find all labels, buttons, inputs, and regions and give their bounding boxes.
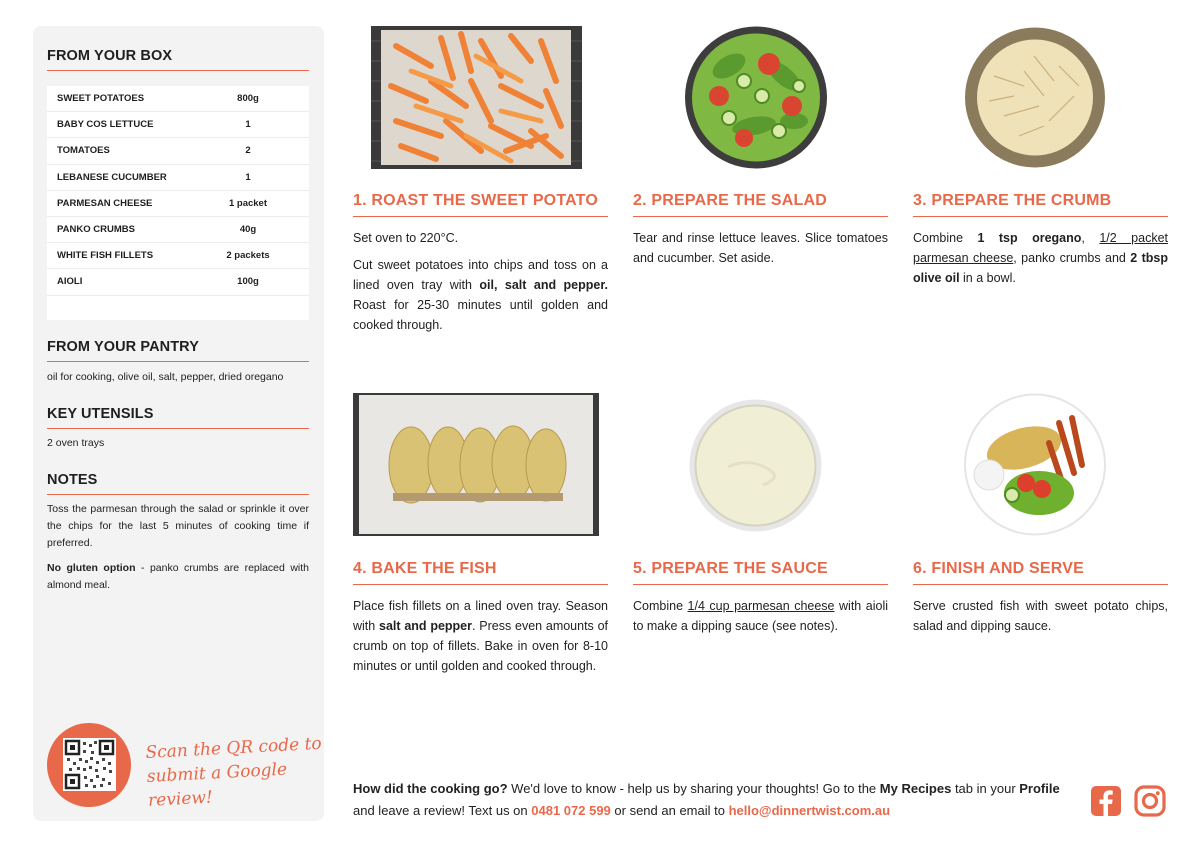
email-link[interactable]: hello@dinnertwist.com.au [728, 803, 891, 818]
footer-my-recipes: My Recipes [879, 781, 952, 796]
sweet-potato-tray-photo [371, 26, 582, 169]
ingredient-qty: 100g [237, 276, 259, 288]
step-1-text: Cut sweet potatoes into chips and toss on a lined oven tray with [353, 258, 608, 292]
qr-badge[interactable] [47, 723, 131, 807]
box-ingredients-table [47, 86, 309, 320]
footer-question: How did the cooking go? [353, 781, 508, 796]
step-1-body [353, 228, 608, 342]
ingredient-qty: 1 [245, 171, 251, 183]
table-row [47, 269, 309, 295]
step-6-body [913, 596, 1168, 643]
step-3-bold-oregano: 1 tsp oregano [977, 231, 1082, 245]
step-1-p2 [353, 255, 608, 335]
pantry-text: oil for cooking, olive oil, salt, pepper, dried oregano [47, 371, 284, 383]
step-3-text: Combine [913, 231, 978, 245]
step-5-text-end: with aioli to make a dipping sauce (see notes). [633, 599, 889, 633]
step-4-p1 [353, 596, 608, 676]
footer-text: We'd love to know - help us by sharing your thoughts! Go to the [507, 781, 880, 796]
box-heading: FROM YOUR BOX [47, 48, 309, 71]
step-2-p1: Tear and rinse lettuce leaves. Slice tomatoes and cucumber. Set aside. [633, 231, 888, 265]
step-2-body [633, 228, 888, 275]
ingredient-name: BABY COS LETTUCE [57, 119, 154, 131]
utensils-heading: KEY UTENSILS [47, 406, 309, 429]
ingredient-name: TOMATOES [57, 145, 110, 157]
notes-text: Toss the parmesan through the salad or sprinkle it over the chips for the last 5 minutes of cooking time if preferred. [47, 503, 309, 549]
step-5-underline: 1/4 cup parmesan cheese [687, 599, 835, 613]
table-row [47, 112, 309, 138]
step-6-title: 6. FINISH AND SERVE [913, 560, 1168, 585]
table-row [47, 217, 309, 243]
phone-link[interactable]: 0481 072 599 [531, 803, 611, 818]
instagram-icon[interactable] [1134, 785, 1166, 817]
table-row [47, 243, 309, 269]
qr-caption [145, 732, 328, 813]
step-3-underline-parmesan: 1/2 packet parmesan cheese [913, 231, 1169, 265]
qr-caption-line2: submit a Google review! [146, 759, 288, 811]
salad-bowl-photo [684, 26, 828, 169]
step-1-title: 1. ROAST THE SWEET POTATO [353, 192, 608, 217]
step-3-bold-oil: 2 tbsp olive oil [913, 251, 1169, 285]
notes-heading: NOTES [47, 472, 309, 495]
ingredient-name: PARMESAN CHEESE [57, 197, 153, 209]
table-row [47, 165, 309, 191]
ingredient-name: SWEET POTATOES [57, 93, 145, 105]
step-1-bold: oil, salt and pepper. [479, 278, 608, 292]
ingredient-qty: 1 [245, 119, 251, 131]
step-1-p1: Set oven to 220°C. [353, 231, 459, 245]
step-2-title: 2. PREPARE THE SALAD [633, 192, 888, 217]
step-3-p1 [913, 228, 1168, 288]
step-5-text: Combine [633, 599, 688, 613]
step-4-text: Place fish fillets on a lined oven tray. Season with [353, 599, 608, 633]
step-3-text-end: in a bowl. [959, 271, 1016, 285]
table-row [47, 138, 309, 164]
footer-text: tab in your [951, 781, 1020, 796]
step-4-title: 4. BAKE THE FISH [353, 560, 608, 585]
step-4-text-end: . Press even amounts of crumb on top of fillets. Bake in oven for 8-10 minutes or until golden and cooked through. [353, 619, 609, 673]
finished-plate-photo [964, 393, 1106, 536]
step-3-body [913, 228, 1168, 295]
review-footer [353, 778, 1083, 822]
sauce-bowl-photo [688, 397, 823, 534]
step-4-bold: salt and pepper [379, 619, 473, 633]
step-3-title: 3. PREPARE THE CRUMB [913, 192, 1168, 217]
step-6-p1: Serve crusted fish with sweet potato chips, salad and dipping sauce. [913, 599, 1168, 633]
footer-profile: Profile [1019, 781, 1060, 796]
step-4-body [353, 596, 608, 683]
qr-code-icon[interactable] [63, 738, 116, 791]
footer-text: and leave a review! Text us on [353, 803, 532, 818]
facebook-icon[interactable] [1090, 785, 1122, 817]
gluten-label: No gluten option [47, 562, 136, 574]
table-row [47, 86, 309, 112]
crumb-bowl-photo [964, 26, 1106, 169]
ingredient-qty: 2 packets [226, 250, 270, 262]
step-3-comma: , [1081, 231, 1100, 245]
step-5-title: 5. PREPARE THE SAUCE [633, 560, 888, 585]
footer-text: or send an email to [610, 803, 729, 818]
step-5-body [633, 596, 888, 643]
crumbed-fish-tray-photo [353, 393, 599, 536]
utensils-text: 2 oven trays [47, 437, 105, 449]
ingredient-name: PANKO CRUMBS [57, 224, 135, 236]
ingredient-name: LEBANESE CUCUMBER [57, 171, 167, 183]
gluten-note [47, 560, 309, 594]
step-3-text-mid: , panko crumbs and [1013, 251, 1131, 265]
ingredient-name: AIOLI [57, 276, 83, 288]
gluten-text: - panko crumbs are replaced with almond meal. [47, 562, 309, 591]
step-1-text-end: Roast for 25-30 minutes until golden and cooked through. [353, 298, 608, 332]
table-row [47, 191, 309, 217]
ingredient-qty: 40g [239, 224, 257, 236]
ingredients-sidebar [33, 26, 324, 821]
ingredient-qty: 2 [245, 145, 251, 157]
ingredient-name: WHITE FISH FILLETS [57, 250, 154, 262]
pantry-heading: FROM YOUR PANTRY [47, 339, 309, 362]
step-5-p1 [633, 596, 888, 636]
qr-caption-line1: Scan the QR code to [145, 733, 323, 763]
ingredient-qty: 1 packet [228, 197, 268, 209]
ingredient-qty: 800g [237, 93, 259, 105]
